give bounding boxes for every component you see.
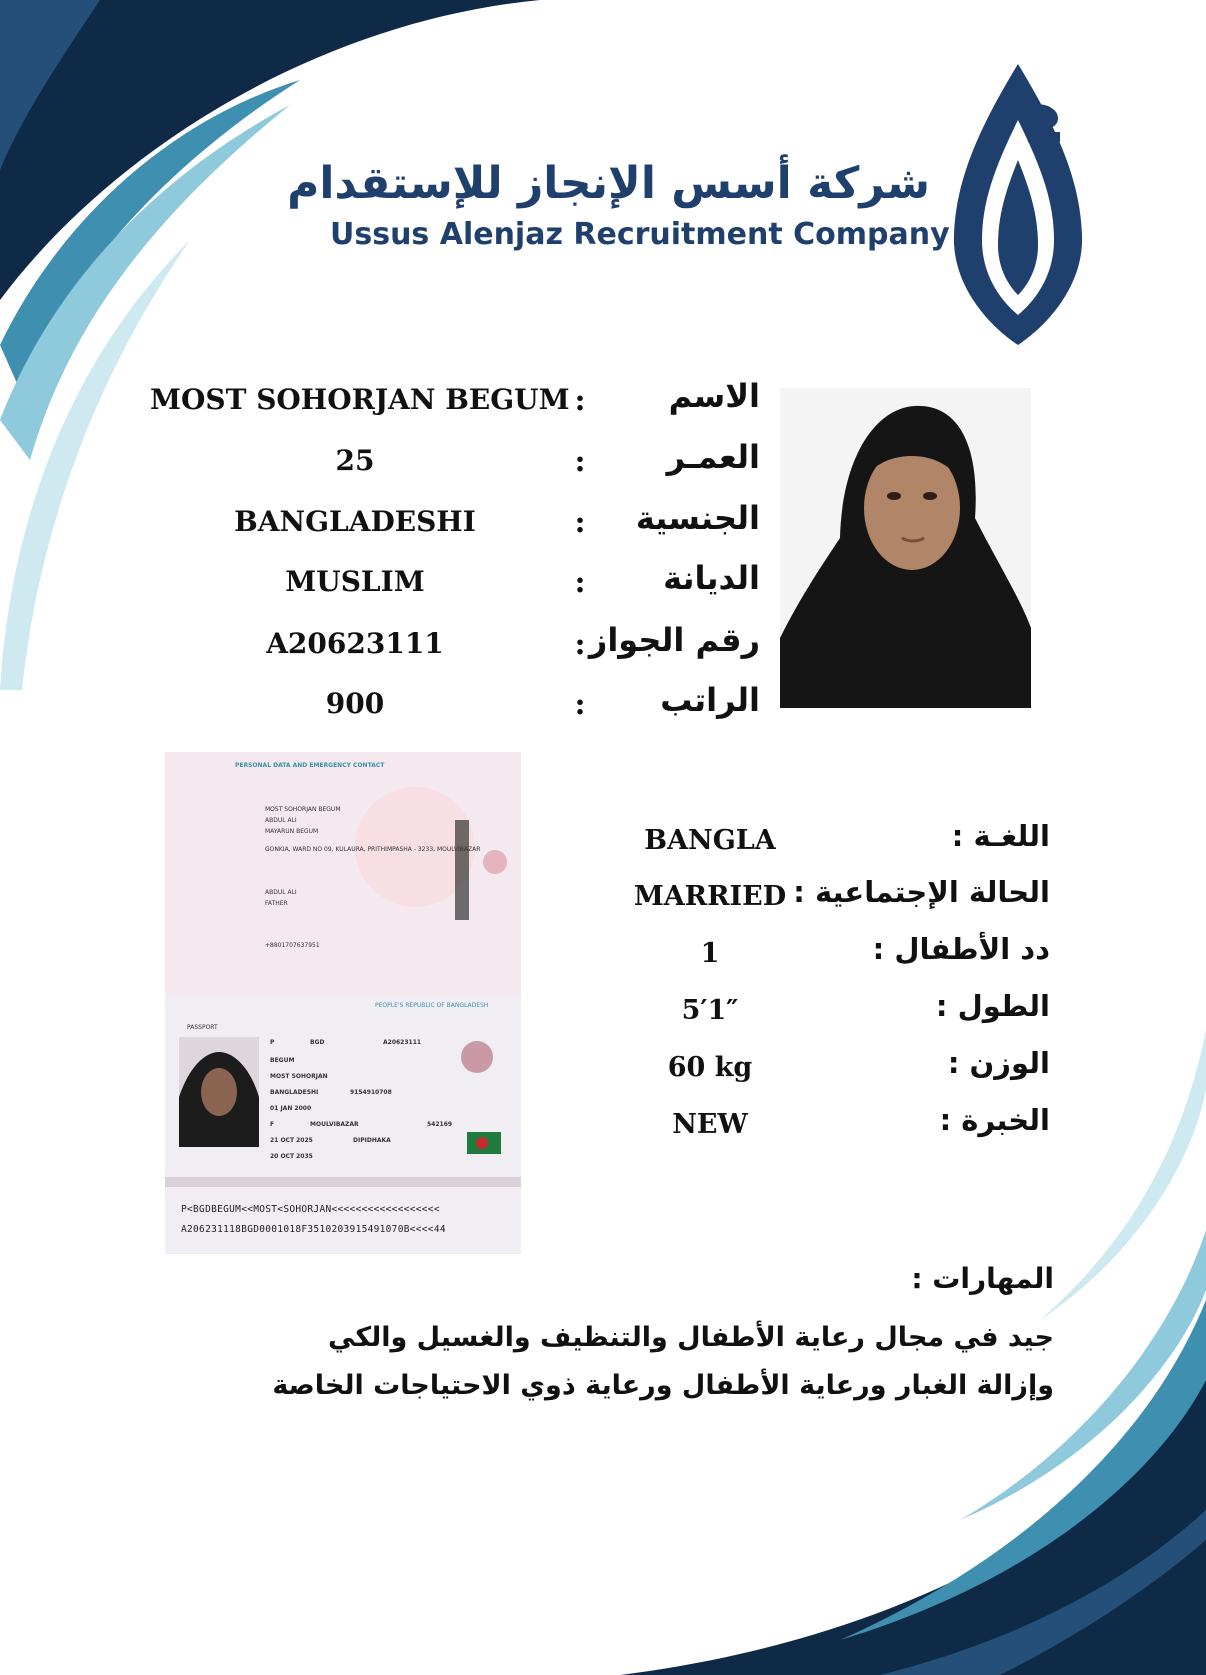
colon: : xyxy=(574,627,586,662)
passport-header: PERSONAL DATA AND EMERGENCY CONTACT xyxy=(235,762,385,769)
name-value: MOST SOHORJAN BEGUM xyxy=(150,383,570,416)
height-label: الطول : xyxy=(935,989,1050,1023)
info-row-age xyxy=(150,436,760,486)
colon: : xyxy=(574,505,586,540)
marital-label: الحالة الإجتماعية : xyxy=(793,875,1050,909)
passport-birthplace: MOULVIBAZAR xyxy=(310,1121,359,1128)
passport-given-name: MOST SOHORJAN xyxy=(270,1073,328,1080)
weight-value: 60 kg xyxy=(667,1052,753,1083)
passport-scan xyxy=(165,752,521,1254)
passport-code: BGD xyxy=(310,1039,325,1046)
passport-authority: DIPIDHAKA xyxy=(353,1137,391,1144)
detail-row-children xyxy=(620,930,1050,980)
passport-emergency-name: ABDUL ALI xyxy=(265,889,297,896)
age-value: 25 xyxy=(335,444,375,477)
colon: : xyxy=(574,565,586,600)
salary-label: الراتب xyxy=(660,681,760,719)
name-label: الاسم xyxy=(668,377,760,415)
passport-issue-date: 21 OCT 2025 xyxy=(270,1137,313,1144)
passport-surname: BEGUM xyxy=(270,1057,295,1064)
passport-name: MOST SOHORJAN BEGUM xyxy=(265,806,341,813)
passport-type: P xyxy=(270,1039,275,1046)
salary-value: 900 xyxy=(325,687,385,720)
passport-personal-no: 9154910708 xyxy=(350,1089,392,1096)
skills-title: المهارات : xyxy=(911,1262,1054,1295)
company-name-english: Ussus Alenjaz Recruitment Company xyxy=(330,217,950,252)
detail-row-marital xyxy=(620,873,1050,923)
passport-country: PEOPLE'S REPUBLIC OF BANGLADESH xyxy=(375,1002,489,1009)
skills-text: جيد في مجال رعاية الأطفال والتنظيف والغسيل والكي وإزالة الغبار ورعاية الأطفال ورعاية ذوي الاحتياجات الخاصة xyxy=(272,1322,1054,1401)
passport-father: ABDUL ALI xyxy=(265,817,297,824)
passport-telephone: +8801707637951 xyxy=(265,942,320,949)
experience-value: NEW xyxy=(672,1109,748,1140)
company-name-arabic: شركة أسس الإنجاز للإستقدام xyxy=(287,158,930,209)
nationality-label: الجنسية xyxy=(635,499,760,537)
passport-word: PASSPORT xyxy=(187,1024,218,1031)
info-row-passport xyxy=(150,619,760,669)
height-value: 5′1″ xyxy=(681,995,739,1026)
age-label: العمـر xyxy=(666,438,760,476)
language-value: BANGLA xyxy=(644,825,776,856)
marital-value: MARRIED xyxy=(633,881,787,912)
nationality-value: BANGLADESHI xyxy=(234,505,476,538)
passport-mother: MAYARUN BEGUM xyxy=(265,828,319,835)
detail-row-language xyxy=(620,817,1050,867)
children-label: دد الأطفال : xyxy=(872,932,1050,966)
passport-number: A20623111 xyxy=(383,1039,422,1046)
candidate-photo xyxy=(780,388,1031,708)
language-label: اللغـة : xyxy=(951,819,1050,853)
passport-sex: F xyxy=(270,1121,275,1128)
passport-number-label: رقم الجواز xyxy=(588,621,760,659)
detail-row-weight xyxy=(620,1044,1050,1094)
colon: : xyxy=(574,687,586,722)
detail-row-experience xyxy=(620,1101,1050,1151)
colon: : xyxy=(574,383,586,418)
children-value: 1 xyxy=(700,938,720,969)
passport-nationality: BANGLADESHI xyxy=(270,1089,319,1096)
info-row-nationality xyxy=(150,497,760,547)
passport-dob: 01 JAN 2000 xyxy=(270,1105,312,1112)
religion-label: الديانة xyxy=(663,559,760,597)
religion-value: MUSLIM xyxy=(285,565,425,598)
info-row-name xyxy=(150,375,760,425)
colon: : xyxy=(574,444,586,479)
passport-mrz-line1: P<BGDBEGUM<<MOST<SOHORJAN<<<<<<<<<<<<<<<<<< xyxy=(181,1204,440,1215)
passport-prev-no: 542169 xyxy=(427,1121,453,1128)
passport-number-value: A20623111 xyxy=(266,627,444,660)
info-row-religion xyxy=(150,557,760,607)
weight-label: الوزن : xyxy=(947,1046,1050,1080)
passport-address: GONKIA, WARD NO 09, KULAURA, PRITHIMPASHA - 3233, MOULVIBAZAR xyxy=(265,846,481,853)
passport-mrz-line2: A206231118BGD0001018F3510203915491070B<<<<44 xyxy=(181,1224,446,1235)
passport-relationship: FATHER xyxy=(265,900,288,907)
info-row-salary xyxy=(150,679,760,729)
passport-expiry-date: 20 OCT 2035 xyxy=(270,1153,313,1160)
experience-label: الخبرة : xyxy=(939,1103,1050,1137)
detail-row-height xyxy=(620,987,1050,1037)
company-emblem-icon xyxy=(948,60,1088,350)
